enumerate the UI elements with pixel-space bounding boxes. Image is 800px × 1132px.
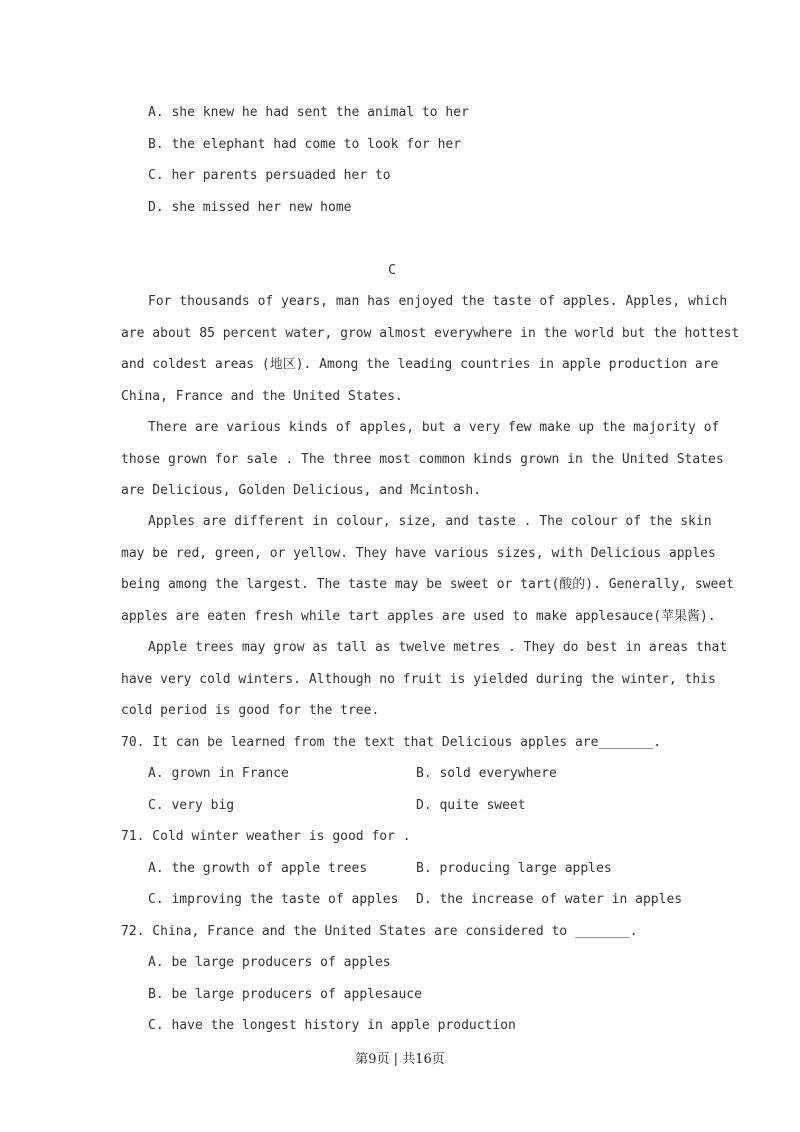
option-a: A. she knew he had sent the animal to her [148, 105, 469, 120]
q71-option-b: B. producing large apples [416, 861, 612, 876]
option-c: C. her parents persuaded her to [148, 168, 391, 183]
option-d: D. she missed her new home [148, 200, 352, 215]
q70-option-a: A. grown in France [148, 766, 289, 781]
q72-option-b: B. be large producers of applesauce [148, 987, 422, 1002]
q71-option-a: A. the growth of apple trees [148, 861, 368, 876]
passage-line: apples are eaten fresh while tart apples are used to make applesauce(苹果酱). [121, 609, 716, 624]
passage-line: cold period is good for the tree. [121, 703, 380, 718]
passage-line: There are various kinds of apples, but a very few make up the majority of [148, 420, 720, 435]
question-70-stem: 70. It can be learned from the text that Delicious apples are_______. [121, 735, 662, 750]
passage-line: China, France and the United States. [121, 389, 403, 404]
passage-line: may be red, green, or yellow. They have various sizes, with Delicious apples [121, 546, 716, 561]
question-71-stem: 71. Cold winter weather is good for . [121, 829, 411, 844]
q70-option-b: B. sold everywhere [416, 766, 557, 781]
passage-line: being among the largest. The taste may be sweet or tart(酸的). Generally, sweet [121, 577, 734, 592]
passage-line: have very cold winters. Although no fruit is yielded during the winter, this [121, 672, 716, 687]
page-number-footer: 第9页 | 共16页 [355, 1052, 445, 1067]
passage-line: Apples are different in colour, size, and taste . The colour of the skin [148, 514, 712, 529]
q70-option-c: C. very big [148, 798, 235, 813]
passage-line: are about 85 percent water, grow almost everywhere in the world but the hottest [121, 326, 740, 341]
q71-option-d: D. the increase of water in apples [416, 892, 683, 907]
q72-option-a: A. be large producers of apples [148, 955, 391, 970]
passage-line: Apple trees may grow as tall as twelve metres . They do best in areas that [148, 640, 728, 655]
passage-line: For thousands of years, man has enjoyed the taste of apples. Apples, which [148, 294, 728, 309]
option-b: B. the elephant had come to look for her [148, 137, 462, 152]
q71-option-c: C. improving the taste of apples [148, 892, 399, 907]
question-72-stem: 72. China, France and the United States are considered to _______. [121, 924, 638, 939]
passage-line: are Delicious, Golden Delicious, and Mcintosh. [121, 483, 482, 498]
q72-option-c: C. have the longest history in apple production [148, 1018, 516, 1033]
q70-option-d: D. quite sweet [416, 798, 526, 813]
passage-line: those grown for sale . The three most common kinds grown in the United States [121, 452, 724, 467]
passage-line: and coldest areas (地区). Among the leading countries in apple production are [121, 357, 719, 372]
section-heading: C [388, 263, 396, 278]
